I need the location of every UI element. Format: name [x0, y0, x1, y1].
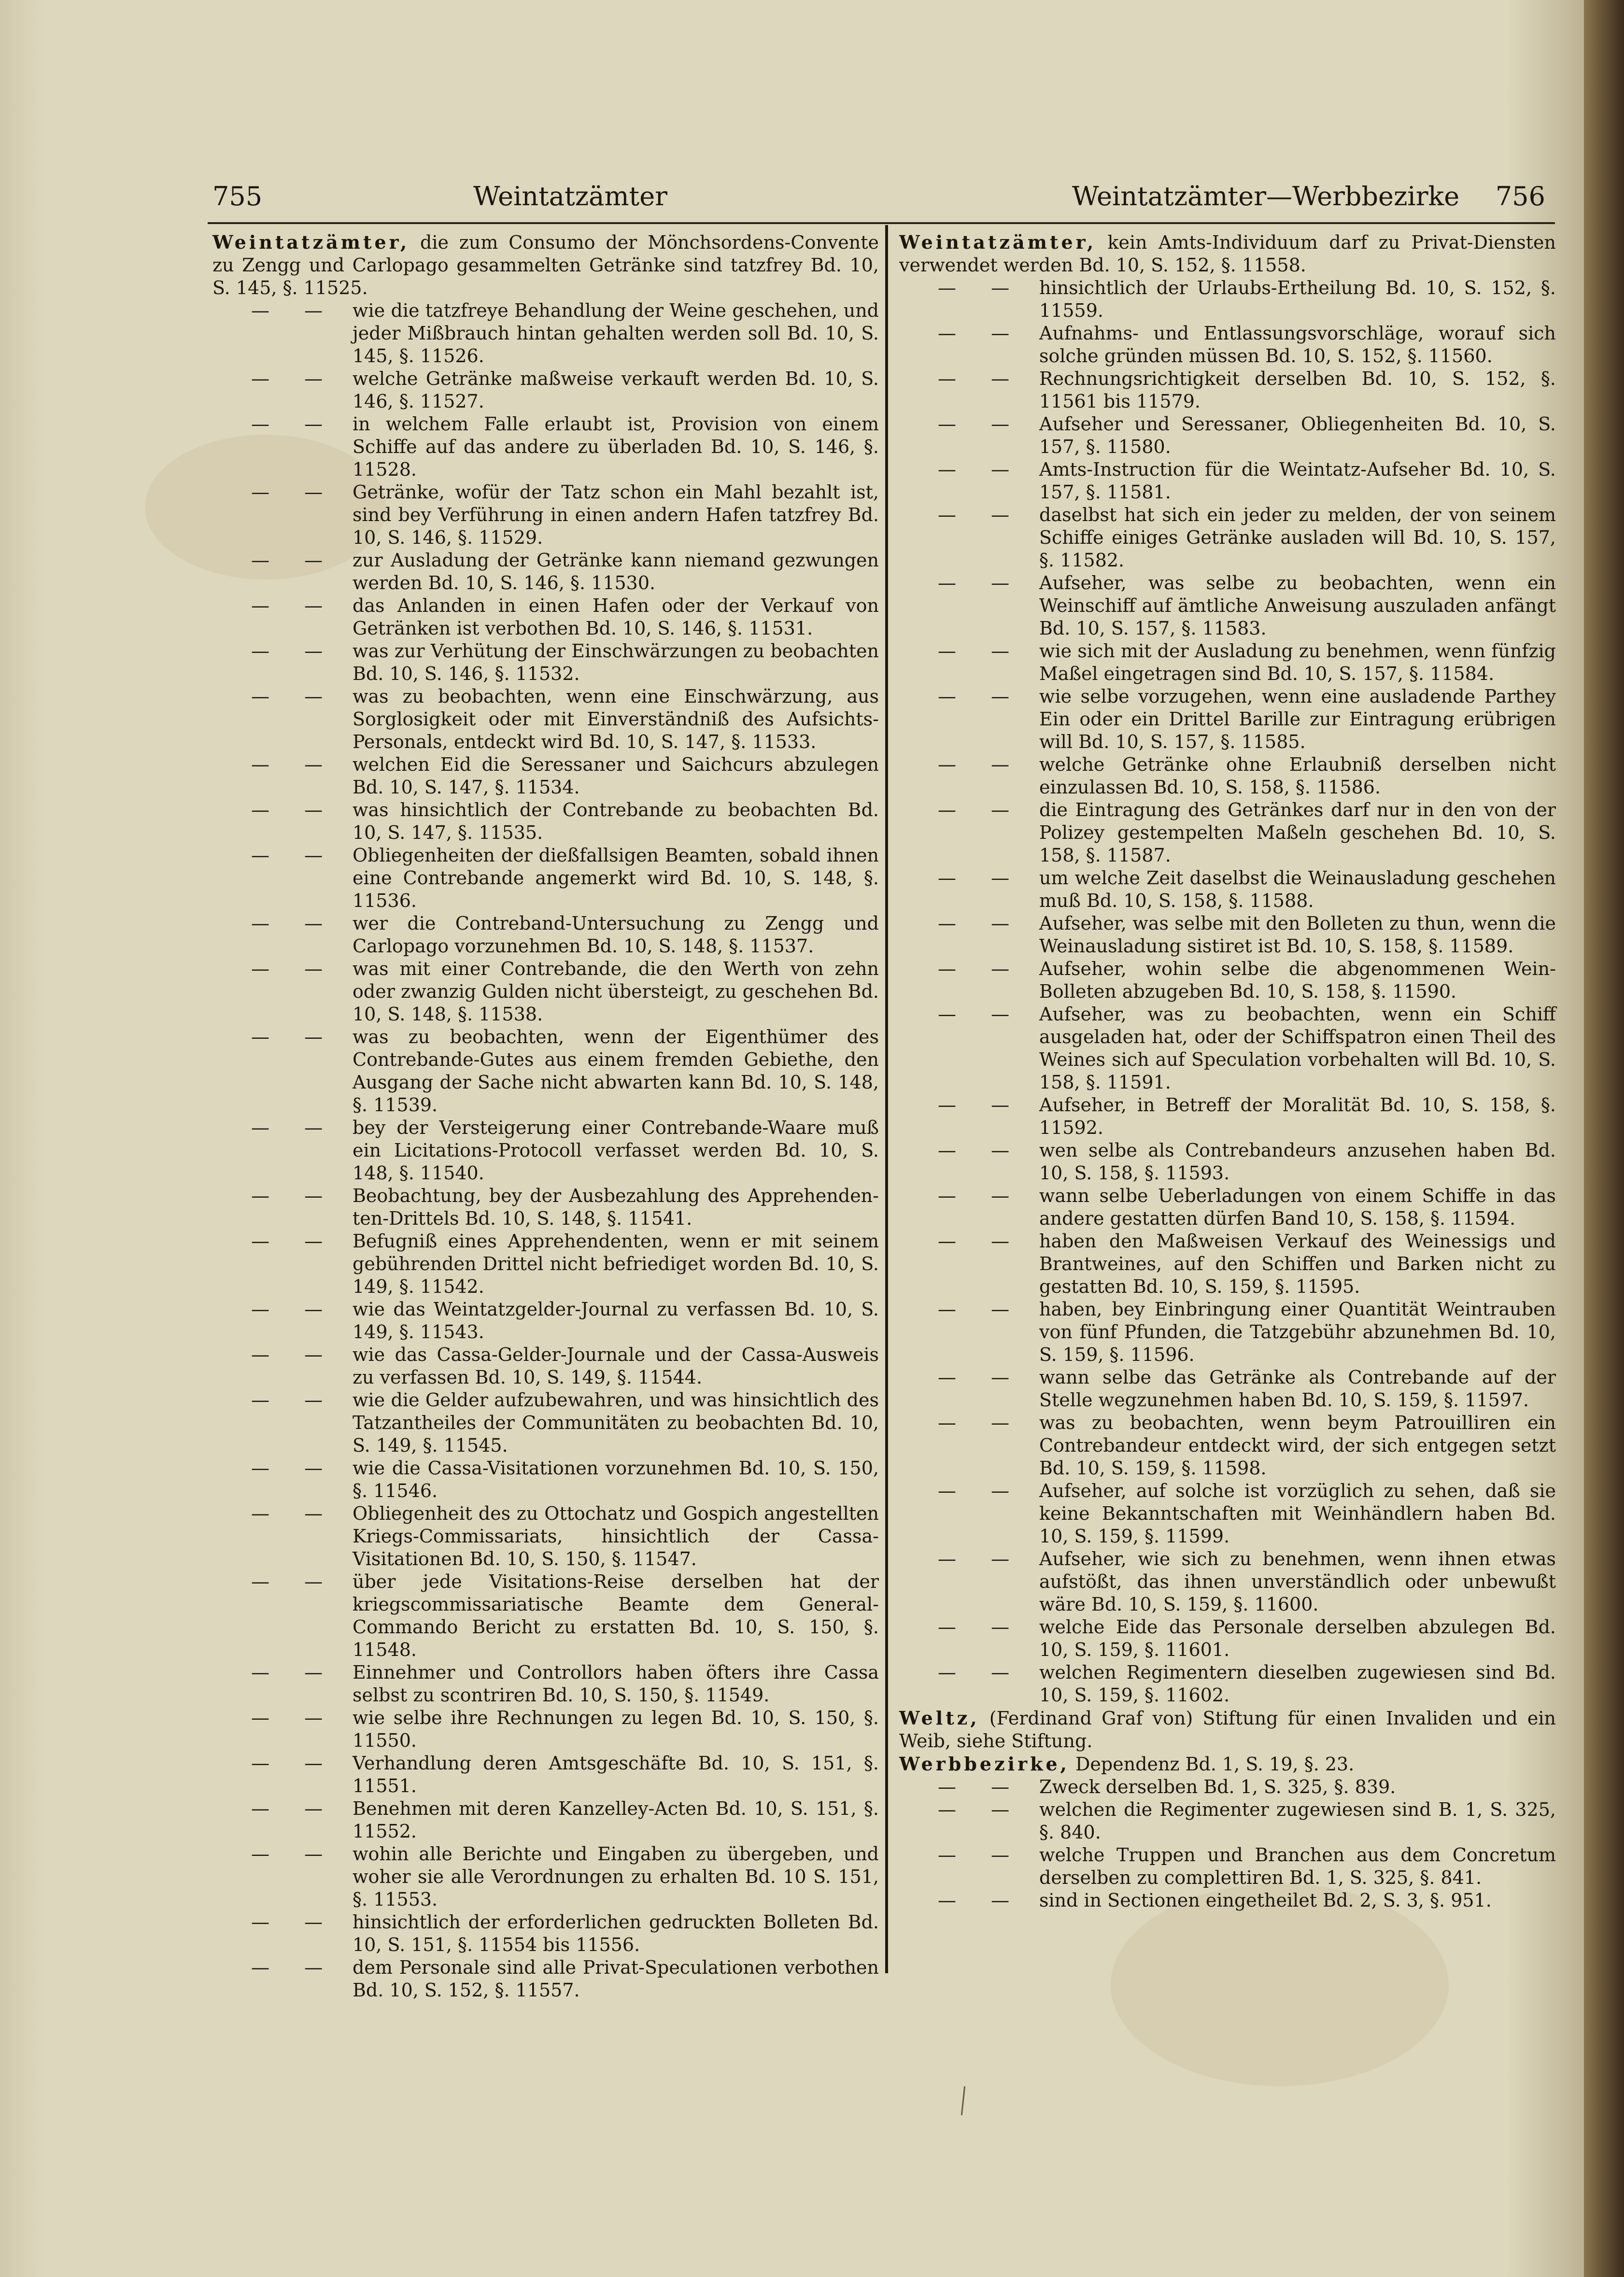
ditto-dash: — —: [251, 1571, 338, 1592]
index-entry: [899, 958, 1556, 1003]
index-entry: [212, 1570, 879, 1661]
ditto-dash: — —: [251, 1117, 338, 1138]
ditto-dash: — —: [251, 799, 338, 820]
entry-text: Rechnungsrichtigkeit derselben Bd. 10, S. 152, §. 11561 bis 11579.: [1039, 368, 1556, 412]
entry-text: welchen Eid die Seressaner und Saichcurs abzulegen Bd. 10, S. 147, §. 11534.: [353, 754, 879, 798]
index-entry: [899, 1616, 1556, 1661]
index-entry: [899, 1094, 1556, 1139]
entry-text: wer die Contreband-Untersuchung zu Zengg und Carlopago vorzunehmen Bd. 10, S. 148, §. 11537.: [353, 913, 879, 957]
ditto-dash: — —: [938, 1185, 1024, 1206]
index-entry: [212, 958, 879, 1026]
ditto-dash: — —: [938, 504, 1024, 525]
index-entry: [899, 1707, 1556, 1753]
ditto-dash: — —: [251, 550, 338, 571]
ditto-dash: — —: [938, 686, 1024, 707]
entry-text: welchen Regimentern dieselben zugewiesen sind Bd. 10, S. 159, §. 11602.: [1039, 1662, 1556, 1706]
ditto-dash: — —: [251, 1707, 338, 1728]
entry-text: Befugniß eines Apprehendenten, wenn er mit seinem gebührenden Drittel nicht befriediget worden Bd. 10, S. 149, §. 11542.: [353, 1230, 879, 1297]
index-entry: [212, 1911, 879, 1956]
entry-text: dem Personale sind alle Privat-Speculationen verbothen Bd. 10, S. 152, §. 11557.: [353, 1957, 879, 2001]
index-entry: [899, 1753, 1556, 1776]
lead-entry: [899, 231, 1556, 277]
index-entry: [899, 572, 1556, 640]
ditto-dash: — —: [938, 958, 1024, 979]
index-entry: [899, 640, 1556, 685]
entry-text: welche Eide das Personale derselben abzulegen Bd. 10, S. 159, §. 11601.: [1039, 1616, 1556, 1660]
page-header: [208, 181, 1560, 220]
index-entry: [899, 1480, 1556, 1548]
ditto-dash: — —: [251, 413, 338, 435]
ditto-dash: — —: [938, 1662, 1024, 1683]
entry-text: über jede Visitations-Reise derselben hat der kriegscommissariatische Beamte dem General-Commando Bericht zu erstatten Bd. 10, S. 150, §. 11548.: [353, 1571, 879, 1660]
index-entry: [212, 1752, 879, 1797]
entry-text: was zur Verhütung der Einschwärzungen zu beobachten Bd. 10, S. 146, §. 11532.: [353, 640, 879, 684]
index-entry: [899, 1661, 1556, 1707]
ditto-dash: — —: [251, 1843, 338, 1865]
ditto-dash: — —: [938, 1776, 1024, 1797]
ditto-dash: — —: [938, 323, 1024, 344]
entry-text: wie das Cassa-Gelder-Journale und der Cassa-Ausweis zu verfassen Bd. 10, S. 149, §. 11544.: [353, 1344, 879, 1388]
ditto-dash: — —: [251, 300, 338, 321]
index-entry: [899, 1548, 1556, 1616]
ditto-dash: — —: [938, 1367, 1024, 1388]
index-entry: [899, 1366, 1556, 1412]
entry-text: (Ferdinand Graf von) Stiftung für einen Invaliden und ein Weib, siehe Stiftung.: [899, 1708, 1556, 1752]
entry-text: wie die Cassa-Visitationen vorzunehmen Bd. 10, S. 150, §. 11546.: [353, 1457, 879, 1501]
ditto-dash: — —: [251, 1662, 338, 1683]
entry-text: Aufseher und Seressaner, Obliegenheiten Bd. 10, S. 157, §. 11580.: [1039, 413, 1556, 457]
entry-text: Obliegenheit des zu Ottochatz und Gospich angestellten Kriegs-Commissariats, hinsichtlich der Cassa-Visitationen Bd. 10, S. 150, §. 11547.: [353, 1503, 879, 1570]
index-entry: [212, 549, 879, 594]
ditto-dash: — —: [251, 1957, 338, 1978]
entry-text: hinsichtlich der erforderlichen gedruckten Bolleten Bd. 10, S. 151, §. 11554 bis 11556.: [353, 1911, 879, 1955]
entry-text: Beobachtung, bey der Ausbezahlung des Apprehenden-ten-Drittels Bd. 10, S. 148, §. 11541.: [353, 1185, 879, 1229]
index-entry: [212, 299, 879, 368]
header-rule: [208, 222, 1555, 224]
ditto-dash: — —: [251, 845, 338, 866]
entry-text: um welche Zeit daselbst die Weinausladung geschehen muß Bd. 10, S. 158, §. 11588.: [1039, 867, 1556, 911]
entry-text: wohin alle Berichte und Eingaben zu übergeben, und woher sie alle Verordnungen zu erhalten Bd. 10 S. 151, §. 11553.: [353, 1843, 879, 1910]
ditto-dash: — —: [938, 368, 1024, 389]
entry-text: welche Truppen und Branchen aus dem Concretum derselben zu complettiren Bd. 1, S. 325, §. 841.: [1039, 1844, 1556, 1888]
entry-text: daselbst hat sich ein jeder zu melden, der von seinem Schiffe einiges Getränke ausladen will Bd. 10, S. 157, §. 11582.: [1039, 504, 1556, 571]
index-entry: [212, 1661, 879, 1707]
index-entry: [212, 844, 879, 912]
index-entry: [212, 1185, 879, 1230]
index-entry: [212, 1797, 879, 1843]
ditto-dash: — —: [938, 754, 1024, 775]
ditto-dash: — —: [251, 481, 338, 503]
right-column: [899, 231, 1556, 1912]
index-entry: [212, 912, 879, 958]
index-entry: [899, 368, 1556, 413]
ditto-dash: — —: [251, 1911, 338, 1933]
ditto-dash: — —: [938, 1890, 1024, 1911]
ditto-dash: — —: [251, 1344, 338, 1365]
entry-text: Aufseher, wohin selbe die abgenommenen Wein-Bolleten abzugeben Bd. 10, S. 158, §. 11590.: [1039, 958, 1556, 1002]
entry-text: das Anlanden in einen Hafen oder der Verkauf von Getränken ist verbothen Bd. 10, S. 146, §. 11531.: [353, 595, 879, 639]
ditto-dash: — —: [251, 754, 338, 775]
ditto-dash: — —: [938, 1616, 1024, 1638]
entry-text: wen selbe als Contrebandeurs anzusehen haben Bd. 10, S. 158, §. 11593.: [1039, 1140, 1556, 1184]
left-running-title: Weintatzämter: [473, 181, 668, 212]
entry-text: Einnehmer und Controllors haben öfters ihre Cassa selbst zu scontriren Bd. 10, S. 150, §. 11549.: [353, 1662, 879, 1706]
ditto-dash: — —: [938, 913, 1024, 934]
entry-text: wie das Weintatzgelder-Journal zu verfassen Bd. 10, S. 149, §. 11543.: [353, 1299, 879, 1343]
index-entry: [899, 753, 1556, 799]
entry-text: die Eintragung des Getränkes darf nur in den von der Polizey gestempelten Maßeln geschehen Bd. 10, S. 158, §. 11587.: [1039, 799, 1556, 866]
ditto-dash: — —: [938, 1844, 1024, 1866]
ditto-dash: — —: [938, 640, 1024, 662]
index-entry: [899, 799, 1556, 867]
column-divider: [885, 225, 888, 1973]
index-entry: [899, 685, 1556, 753]
index-entry: [899, 1230, 1556, 1298]
ditto-dash: — —: [938, 277, 1024, 298]
ditto-dash: — —: [938, 1094, 1024, 1116]
entry-text: Benehmen mit deren Kanzelley-Acten Bd. 10, S. 151, §. 11552.: [353, 1798, 879, 1842]
entry-text: sind in Sectionen eingetheilet Bd. 2, S. 3, §. 951.: [1039, 1890, 1492, 1911]
index-entry: [212, 1956, 879, 2002]
ditto-dash: — —: [938, 1004, 1024, 1025]
ditto-dash: — —: [251, 686, 338, 707]
index-entry: [212, 594, 879, 640]
ditto-dash: — —: [251, 1299, 338, 1320]
entry-text: was zu beobachten, wenn beym Patrouilliren ein Contrebandeur entdeckt wird, der sich entgegen setzt Bd. 10, S. 159, §. 11598.: [1039, 1412, 1556, 1479]
index-entry: [899, 413, 1556, 458]
index-entry: [899, 1889, 1556, 1912]
index-entry: [899, 867, 1556, 912]
ditto-dash: — —: [251, 1457, 338, 1479]
book-gutter-edge: [1584, 0, 1624, 2277]
index-entry: [212, 1457, 879, 1502]
ditto-dash: — —: [251, 1230, 338, 1252]
ditto-dash: — —: [938, 1140, 1024, 1161]
entry-text: Zweck derselben Bd. 1, S. 325, §. 839.: [1039, 1776, 1396, 1797]
index-entry: [899, 1003, 1556, 1094]
entry-text: Aufseher, was selbe zu beobachten, wenn ein Weinschiff auf ämtliche Anweisung auszuladen anfängt Bd. 10, S. 157, §. 11583.: [1039, 572, 1556, 639]
entry-text: Aufseher, wie sich zu benehmen, wenn ihnen etwas aufstößt, das ihnen unverständlich oder unbewußt wäre Bd. 10, S. 159, §. 11600.: [1039, 1548, 1556, 1615]
left-column: [212, 231, 879, 2002]
index-entry: [212, 640, 879, 685]
ditto-dash: — —: [251, 1798, 338, 1819]
entry-text: was zu beobachten, wenn der Eigenthümer des Contrebande-Gutes aus einem fremden Gebiethe, den Ausgang der Sache nicht abwarten kann Bd. 10, S. 148, §. 11539.: [353, 1026, 879, 1116]
ditto-dash: — —: [251, 1026, 338, 1047]
index-entry: [212, 1230, 879, 1298]
entry-text: Aufseher, was zu beobachten, wenn ein Schiff ausgeladen hat, oder der Schiffspatron einen Theil des Weines sich auf Speculation vorbehalten will Bd. 10, S. 158, §. 11591.: [1039, 1004, 1556, 1093]
entry-text: was mit einer Contrebande, die den Werth von zehn oder zwanzig Gulden nicht übersteigt, zu geschehen Bd. 10, S. 148, §. 11538.: [353, 958, 879, 1025]
entry-text: Amts-Instruction für die Weintatz-Aufseher Bd. 10, S. 157, §. 11581.: [1039, 459, 1556, 503]
index-entry: [899, 1139, 1556, 1185]
index-entry: [899, 1412, 1556, 1480]
index-entry: [212, 1298, 879, 1344]
ditto-dash: — —: [938, 413, 1024, 435]
index-entry: [899, 322, 1556, 368]
entry-text: haben den Maßweisen Verkauf des Weinessigs und Brantweines, auf den Schiffen und Barken nicht zu gestatten Bd. 10, S. 159, §. 11595.: [1039, 1230, 1556, 1297]
index-entry: [212, 1389, 879, 1457]
entry-headword: Weltz,: [899, 1707, 980, 1729]
entry-text: was zu beobachten, wenn eine Einschwärzung, aus Sorglosigkeit oder mit Einverständniß des Aufsichts-Personals, entdeckt wird Bd. 10, S. 147, §. 11533.: [353, 686, 879, 752]
ditto-dash: — —: [251, 1503, 338, 1524]
entry-text: Obliegenheiten der dießfallsigen Beamten, sobald ihnen eine Contrebande angemerkt wird Bd. 10, S. 148, §. 11536.: [353, 845, 879, 911]
entry-text: die zum Consumo der Mönchsordens-Convente zu Zengg und Carlopago gesammelten Getränke sind tatzfrey Bd. 10, S. 145, §. 11525.: [212, 232, 879, 298]
right-running-title: Weintatzämter—Werbbezirke: [1072, 181, 1460, 212]
lead-entry: [212, 231, 879, 299]
entry-headword: Weintatzämter,: [899, 231, 1097, 253]
entry-text: wie die tatzfreye Behandlung der Weine geschehen, und jeder Mißbrauch hintan gehalten werden soll Bd. 10, S. 145, §. 11526.: [353, 300, 879, 367]
index-entry: [212, 1843, 879, 1911]
index-entry: [212, 1344, 879, 1389]
entry-text: Aufseher, was selbe mit den Bolleten zu thun, wenn die Weinausladung sistiret ist Bd. 10, S. 158, §. 11589.: [1039, 913, 1556, 957]
entry-text: in welchem Falle erlaubt ist, Provision von einem Schiffe auf das andere zu überladen Bd. 10, S. 146, §. 11528.: [353, 413, 879, 480]
entry-text: welche Getränke ohne Erlaubniß derselben nicht einzulassen Bd. 10, S. 158, §. 11586.: [1039, 754, 1556, 798]
index-entry: [899, 1298, 1556, 1366]
ditto-dash: — —: [938, 1230, 1024, 1252]
entry-text: hinsichtlich der Urlaubs-Ertheilung Bd. 10, S. 152, §. 11559.: [1039, 277, 1556, 321]
index-entry: [899, 504, 1556, 572]
entry-text: Aufnahms- und Entlassungsvorschläge, worauf sich solche gründen müssen Bd. 10, S. 152, §. 11560.: [1039, 323, 1556, 367]
entry-text: Getränke, wofür der Tatz schon ein Mahl bezahlt ist, sind bey Verführung in einen andern Hafen tatzfrey Bd. 10, S. 146, §. 11529.: [353, 481, 879, 548]
index-entry: [212, 1707, 879, 1752]
ditto-dash: — —: [938, 572, 1024, 594]
entry-text: wie die Gelder aufzubewahren, und was hinsichtlich des Tatzantheiles der Communitäten zu beobachten Bd. 10, S. 149, §. 11545.: [353, 1389, 879, 1456]
ditto-dash: — —: [938, 1299, 1024, 1320]
ditto-dash: — —: [251, 368, 338, 389]
index-entry: [899, 277, 1556, 322]
ditto-dash: — —: [938, 459, 1024, 480]
index-entry: [899, 912, 1556, 958]
index-entry: [899, 1844, 1556, 1889]
index-entry: [212, 799, 879, 844]
pencil-mark: [961, 2086, 965, 2115]
entry-text: bey der Versteigerung einer Contrebande-Waare muß ein Licitations-Protocoll verfasset werden Bd. 10, S. 148, §. 11540.: [353, 1117, 879, 1184]
index-entry: [212, 368, 879, 413]
entry-text: welchen die Regimenter zugewiesen sind B. 1, S. 325, §. 840.: [1039, 1799, 1556, 1843]
entry-text: wie selbe ihre Rechnungen zu legen Bd. 10, S. 150, §. 11550.: [353, 1707, 879, 1751]
entry-text: zur Ausladung der Getränke kann niemand gezwungen werden Bd. 10, S. 146, §. 11530.: [353, 550, 879, 594]
index-entry: [212, 1026, 879, 1117]
index-entry: [899, 1185, 1556, 1230]
entry-text: Verhandlung deren Amtsgeschäfte Bd. 10, S. 151, §. 11551.: [353, 1753, 879, 1796]
index-entry: [212, 413, 879, 481]
ditto-dash: — —: [938, 1480, 1024, 1501]
entry-text: wie selbe vorzugehen, wenn eine ausladende Parthey Ein oder ein Drittel Barille zur Eintragung erübrigen will Bd. 10, S. 157, §. 11585.: [1039, 686, 1556, 752]
entry-headword: Werbbezirke,: [899, 1753, 1070, 1775]
index-entry: [212, 1502, 879, 1570]
index-entry: [899, 1798, 1556, 1844]
paper-stain: [1111, 1883, 1449, 2086]
entry-text: Dependenz Bd. 1, S. 19, §. 23.: [1075, 1754, 1355, 1775]
index-entry: [899, 1776, 1556, 1798]
index-entry: [212, 753, 879, 799]
ditto-dash: — —: [251, 1753, 338, 1774]
entry-text: Aufseher, auf solche ist vorzüglich zu sehen, daß sie keine Bekanntschaften mit Weinhändlern haben Bd. 10, S. 159, §. 11599.: [1039, 1480, 1556, 1547]
entry-text: kein Amts-Individuum darf zu Privat-Diensten verwendet werden Bd. 10, S. 152, §. 11558.: [899, 232, 1556, 276]
entry-text: Aufseher, in Betreff der Moralität Bd. 10, S. 158, §. 11592.: [1039, 1094, 1556, 1138]
ditto-dash: — —: [251, 595, 338, 616]
ditto-dash: — —: [938, 799, 1024, 820]
ditto-dash: — —: [938, 867, 1024, 889]
ditto-dash: — —: [251, 958, 338, 979]
entry-text: welche Getränke maßweise verkauft werden Bd. 10, S. 146, §. 11527.: [353, 368, 879, 412]
entry-text: wie sich mit der Ausladung zu benehmen, wenn fünfzig Maßel eingetragen sind Bd. 10, S. 157, §. 11584.: [1039, 640, 1556, 684]
index-entry: [212, 685, 879, 753]
entry-text: wann selbe das Getränke als Contrebande auf der Stelle wegzunehmen haben Bd. 10, S. 159, §. 11597.: [1039, 1367, 1556, 1411]
left-page-number: 755: [212, 181, 263, 212]
ditto-dash: — —: [251, 1389, 338, 1411]
ditto-dash: — —: [251, 913, 338, 934]
right-page-number: 756: [1495, 181, 1545, 212]
entry-text: was hinsichtlich der Contrebande zu beobachten Bd. 10, S. 147, §. 11535.: [353, 799, 879, 843]
entry-text: haben, bey Einbringung einer Quantität Weintrauben von fünf Pfunden, die Tatzgebühr abzunehmen Bd. 10, S. 159, §. 11596.: [1039, 1299, 1556, 1365]
ditto-dash: — —: [251, 640, 338, 662]
index-entry: [212, 1117, 879, 1185]
index-entry: [212, 481, 879, 549]
ditto-dash: — —: [938, 1412, 1024, 1433]
entry-text: wann selbe Ueberladungen von einem Schiffe in das andere gestatten dürfen Band 10, S. 158, §. 11594.: [1039, 1185, 1556, 1229]
ditto-dash: — —: [251, 1185, 338, 1206]
entry-headword: Weintatzämter,: [212, 231, 410, 253]
ditto-dash: — —: [938, 1548, 1024, 1570]
ditto-dash: — —: [938, 1799, 1024, 1820]
index-entry: [899, 458, 1556, 504]
